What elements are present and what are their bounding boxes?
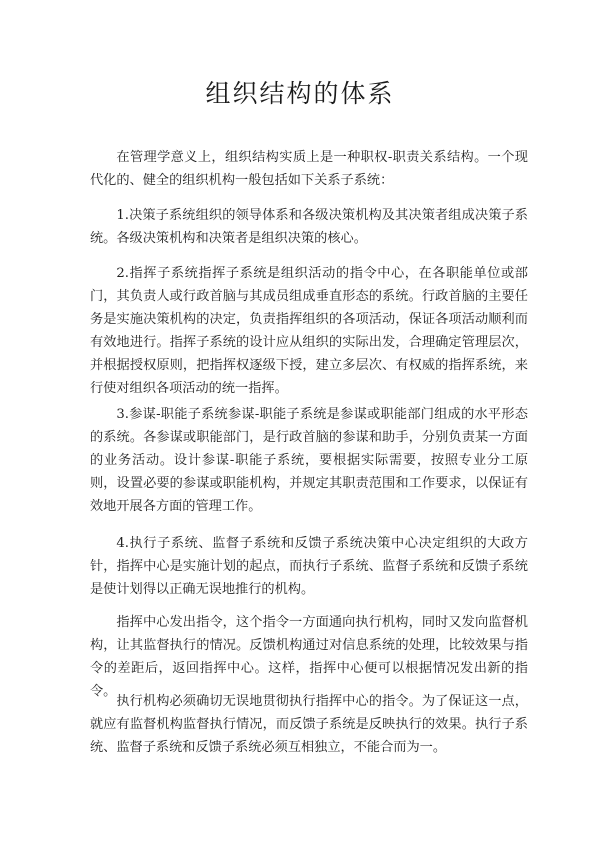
paragraph-execution-supervision-feedback: 4.执行子系统、监督子系统和反馈子系统决策中心决定组织的大政方针，指挥中心是实施计划的起点，而执行子系统、监督子系统和反馈子系统是使计划得以正确无误地推行的机构。 [90, 536, 528, 597]
document-title: 组织结构的体系 [205, 79, 395, 108]
paragraph-staff-functional-subsystem: 3.参谋-职能子系统参谋-职能子系统是参谋或职能部门组成的水平形态的系统。各参谋或职能部门，是行政首脑的参谋和助手，分别负责某一方面的业务活动。设计参谋-职能子系统，要根据实际需要，按照专业分工原则，设置必要的参谋或职能机构，并规定其职责范围和工作要求，以保证有效地开展各方面的管理工作。 [90, 407, 528, 514]
paragraph-command-center-flow: 指挥中心发出指令，这个指令一方面通向执行机构，同时又发向监督机构，让其监督执行的情况。反馈机构通过对信息系统的处理，比较效果与指令的差距后，返回指挥中心。这样，指挥中心便可以根据情况发出新的指令。 [90, 615, 528, 699]
paragraph-execution-independence: 执行机构必须确切无误地贯彻执行指挥中心的指令。为了保证这一点，就应有监督机构监督执行情况，而反馈子系统是反映执行的效果。执行子系统、监督子系统和反馈子系统必须互相独立，不能合而为一。 [90, 694, 528, 755]
paragraph-decision-subsystem: 1.决策子系统组织的领导体系和各级决策机构及其决策者组成决策子系统。各级决策机构和决策者是组织决策的核心。 [90, 208, 528, 246]
paragraph-command-subsystem: 2.指挥子系统指挥子系统是组织活动的指令中心，在各职能单位或部门，其负责人或行政首脑与其成员组成垂直形态的系统。行政首脑的主要任务是实施决策机构的决定，负责指挥组织的各项活动，保证各项活动顺利而有效地进行。指挥子系统的设计应从组织的实际出发，合理确定管理层次，并根据授权原则，把指挥权逐级下授，建立多层次、有权威的指挥系统，来行使对组织各项活动的统一指挥。 [90, 266, 528, 396]
paragraph-intro: 在管理学意义上，组织结构实质上是一种职权-职责关系结构。一个现代化的、健全的组织机构一般包括如下关系子系统： [90, 150, 528, 188]
